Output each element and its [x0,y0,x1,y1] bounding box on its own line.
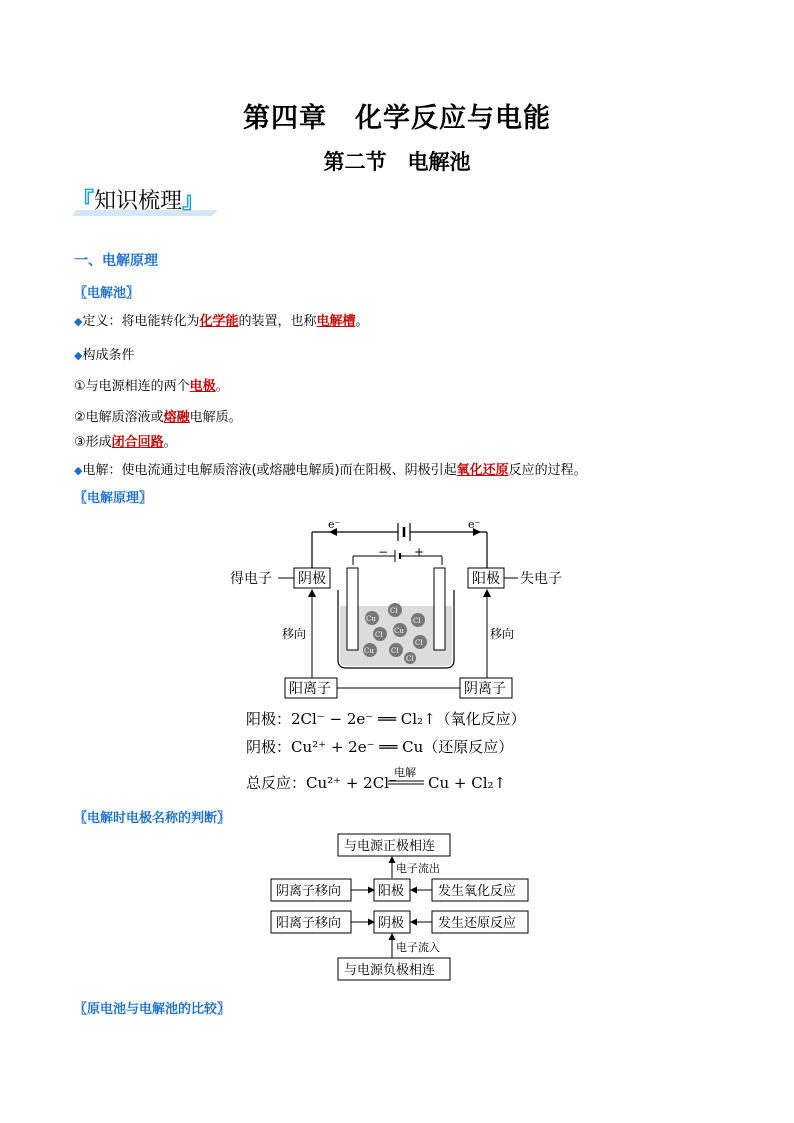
move-left-label: 移向 [282,627,307,641]
in-label: 电子流入 [396,941,440,954]
elec-end: 反应的过程。 [508,463,587,478]
svg-text:Cl: Cl [413,617,421,625]
condition-2 [74,406,242,425]
condition-1 [74,375,229,394]
tag-principle: 〖电解原理〗 [74,491,153,506]
lose-electron-label: 失电子 [520,571,562,587]
def-end: 。 [355,314,369,329]
tag-judge: 〖电解时电极名称的判断〗 [74,811,231,826]
banner-text-wrap [72,184,204,215]
anode-node-label: 阳极 [378,884,405,899]
anion-label: 阴离子 [464,681,506,697]
section-title: 第二节 电解池 [323,150,471,174]
cond2-pre: ②电解质溶液或 [74,410,164,425]
definition-line [74,310,369,329]
banner-bracket-right: 』 [182,188,205,214]
equation-anode: 阳极：2Cl⁻ − 2e⁻ ══ Cl₂↑（氧化反应） [246,710,526,728]
electron-label-left: e⁻ [328,518,341,531]
elec-key: 氧化还原 [456,463,509,478]
cond2-key: 熔融 [163,410,190,425]
out-label: 电子流出 [396,862,440,875]
equation-total-post: Cu + Cl₂↑ [428,774,507,792]
diamond-icon: ◆ [74,315,83,328]
cond3-pre: ③形成 [74,435,112,450]
negative-label: 与电源负极相连 [344,963,436,978]
def-mid: 的装置，也称 [238,314,317,329]
knowledge-banner [72,180,222,216]
positive-label: 与电源正极相连 [344,839,436,854]
svg-text:Cu: Cu [364,647,374,655]
electron-label-right: e⁻ [468,518,481,531]
anode-label: 阳极 [472,571,500,587]
cation-move-label: 阳离子移向 [276,916,342,931]
condition-3 [74,431,177,450]
minus-sign: − [378,545,389,559]
banner-bracket-left: 『 [72,188,95,214]
tag-compare: 〖原电池与电解池的比较〗 [74,1002,231,1017]
tag-cell: 〖电解池〗 [74,286,140,301]
equation-total-pre: 总反应：Cu²⁺ + 2Cl⁻ [246,774,397,792]
diamond-icon: ◆ [74,349,83,362]
electrolysis-definition [74,459,587,478]
cation-label: 阳离子 [289,681,331,697]
equation-condition: 电解 [394,766,416,779]
def-prefix: 定义：将电能转化为 [82,314,200,329]
svg-text:Cl: Cl [375,631,383,639]
cond3-key: 闭合回路 [111,435,164,450]
def-key-chemical-energy: 化学能 [199,314,239,329]
svg-text:Cl: Cl [391,647,399,655]
anion-move-label: 阴离子移向 [276,884,342,899]
def-key-electrolytic-tank: 电解槽 [316,314,356,329]
banner-label: 知识梳理 [94,189,183,214]
reduction-label: 发生还原反应 [438,916,517,931]
svg-text:Cl: Cl [415,639,423,647]
cathode-label: 阴极 [298,571,326,587]
chapter-title: 第四章 化学反应与电能 [243,103,551,134]
plus-sign: + [414,545,425,559]
electrolysis-diagram [220,510,580,800]
cond2-end: 电解质。 [189,410,242,425]
svg-text:Cl: Cl [406,655,414,663]
gain-electron-label: 得电子 [230,571,272,587]
diamond-icon: ◆ [74,464,83,477]
conditions-title [74,344,134,363]
electrode-naming-diagram [266,828,536,988]
svg-text:Cu: Cu [366,615,376,623]
svg-text:Cl: Cl [390,607,398,615]
oxidation-label: 发生氧化反应 [438,884,517,899]
electrode-right [434,568,445,650]
section-heading: 一、电解原理 [74,253,158,269]
electrode-left [347,568,358,650]
cond1-end: 。 [215,379,229,394]
equation-cathode: 阴极：Cu²⁺ + 2e⁻ ══ Cu（还原反应） [246,738,514,756]
cond1-pre: ①与电源相连的两个 [74,379,190,394]
cond3-end: 。 [163,435,177,450]
conditions-label: 构成条件 [82,348,135,363]
cond1-key: 电极 [189,379,216,394]
svg-text:Cu: Cu [394,627,404,635]
cathode-node-label: 阴极 [378,916,405,931]
elec-pre: 电解：使电流通过电解质溶液(或熔融电解质)而在阳极、阴极引起 [82,463,457,478]
move-right-label: 移向 [490,627,515,641]
